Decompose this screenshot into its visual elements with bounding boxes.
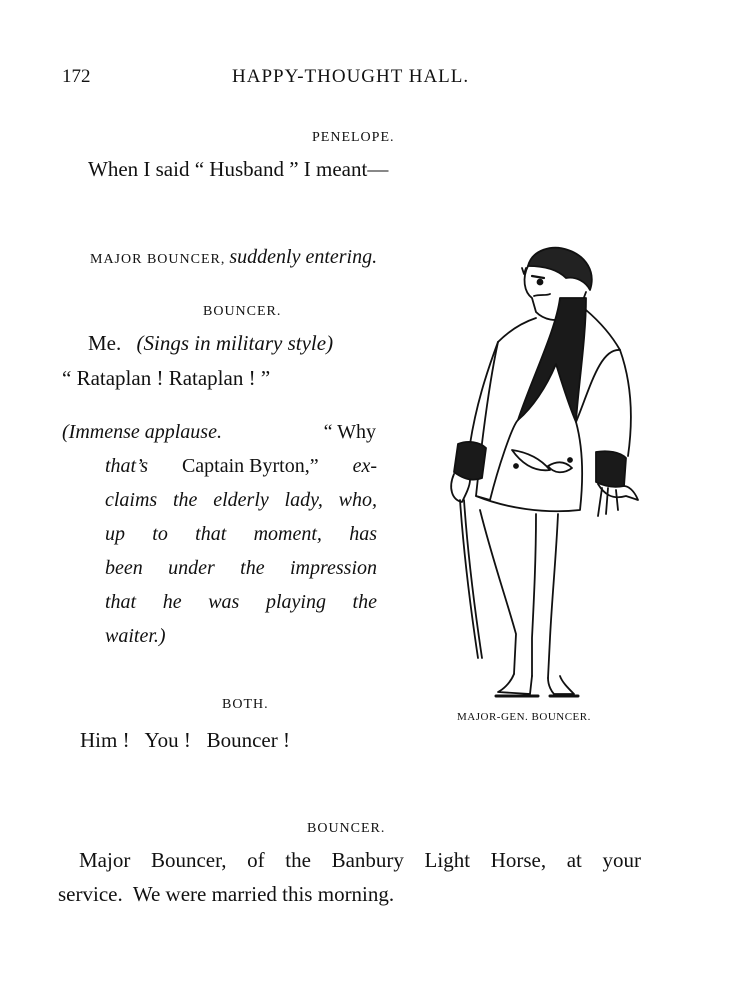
stage-l2-a: that’s [105,455,148,477]
bouncer-illustration [440,238,650,703]
speaker-bouncer-2: BOUNCER. [307,821,386,836]
entrance-name: MAJOR BOUNCER, [90,252,226,267]
stage-direction-line-5: been under the impression [105,557,377,579]
bouncer-line-1-text: Me. [88,331,122,355]
entrance-direction [90,246,377,269]
stage-direction-line-1 [62,421,376,444]
stage-direction-line-2 [105,455,377,478]
both-line: Him ! You ! Bouncer ! [80,728,290,752]
stage-direction-line-3: claims the elderly lady, who, [105,489,377,511]
speaker-both: BOTH. [222,697,269,712]
stage-l2-c: ex- [352,455,377,477]
stage-l1-b: “ Why [323,421,376,443]
running-title: HAPPY-THOUGHT HALL. [232,66,470,87]
penelope-line: When I said “ Husband ” I meant— [88,157,389,181]
bouncer-final-line-1: Major Bouncer, of the Banbury Light Horse, at your [79,848,641,872]
page-number: 172 [62,66,91,87]
speaker-bouncer: BOUNCER. [203,304,282,319]
bouncer-final-line-2: service. We were married this morning. [58,882,395,906]
illustration-caption: MAJOR-GEN. BOUNCER. [457,711,591,723]
bouncer-line-1 [88,331,333,356]
stage-direction-line-6: that he was playing the [105,591,377,613]
bouncer-line-2: “ Rataplan ! Rataplan ! ” [62,366,271,390]
stage-l1-a: (Immense applause. [62,421,222,443]
stage-l2-b: Captain Byrton,” [181,455,319,477]
stage-direction-line-7: waiter.) [105,625,166,647]
entrance-action: suddenly entering. [229,246,378,268]
stage-direction-line-4: up to that moment, has [105,523,377,545]
speaker-penelope: PENELOPE. [312,130,395,145]
bouncer-line-1-direction: (Sings in military style) [136,331,334,355]
